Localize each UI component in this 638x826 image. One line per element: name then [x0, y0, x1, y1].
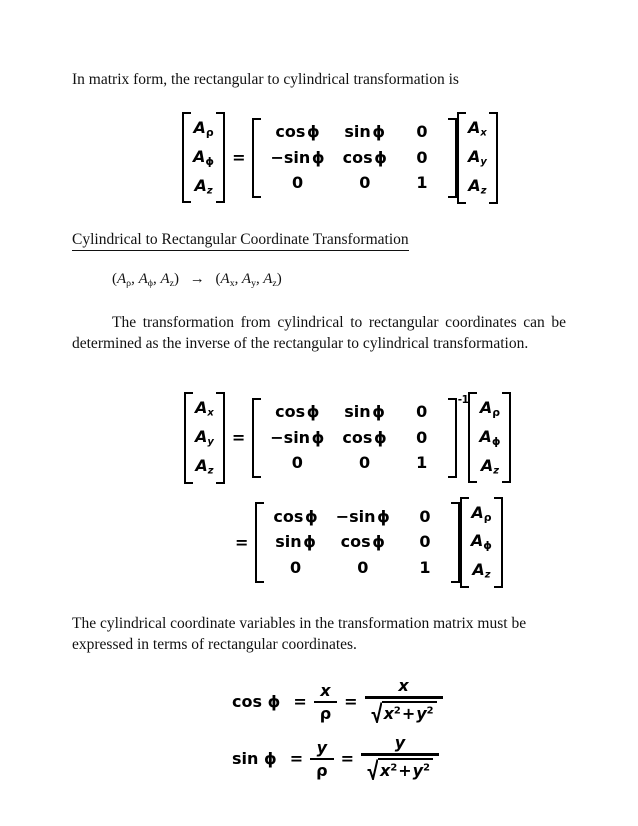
rhs-column-vector	[457, 112, 498, 204]
numerator: y	[394, 733, 406, 752]
fraction-y-over-sqrt	[361, 733, 439, 785]
numerator: y	[316, 737, 328, 757]
equals-sign: =	[340, 749, 354, 769]
matrix-cell: 1	[416, 173, 428, 193]
matrix-cell: 1	[416, 453, 428, 473]
lhs-column-vector	[184, 392, 225, 484]
equals-sign: =	[344, 692, 358, 712]
matrix-cell: 0	[416, 427, 428, 447]
intro-paragraph: In matrix form, the rectangular to cylindrical transformation is	[72, 71, 459, 88]
matrix-cell: $A_z$	[472, 560, 491, 581]
fraction-x-over-rho	[314, 681, 337, 724]
matrix-cell: −sin ϕ	[335, 506, 390, 526]
matrix-cell: 0	[291, 173, 304, 193]
equals-sign: =	[289, 749, 304, 769]
numerator: x	[320, 680, 331, 700]
matrix-cell: 0	[291, 453, 303, 473]
matrix-cell: sin ϕ	[275, 532, 316, 552]
denominator: ρ	[316, 761, 328, 780]
matrix-cell: $A_x$	[195, 397, 214, 419]
right-arrow-icon: →	[189, 271, 205, 287]
equation-cyl-to-rect-expanded	[228, 497, 503, 588]
matrix-cell: 0	[419, 532, 431, 552]
transformation-matrix	[252, 118, 456, 198]
coordinate-mapping-line: ($A_\rho$, $A_\phi$, $A_z) \to (A_x$, $A_y$, $A_z$)	[112, 271, 282, 289]
equation-cyl-to-rect-inverse	[184, 392, 511, 484]
rhs-column-vector	[460, 497, 503, 588]
matrix-cell: 0	[419, 506, 431, 526]
matrix-cell: 0	[359, 453, 371, 473]
equation-cos-phi	[232, 676, 443, 728]
radicand: $x^2+y^2$	[382, 701, 437, 724]
matrix-cell: $A_z$	[468, 176, 487, 197]
equals-sign: =	[232, 148, 246, 168]
mapping-open-paren: (	[112, 271, 117, 287]
matrix-cell: 0	[416, 122, 428, 142]
matrix-cell: cos ϕ	[342, 147, 387, 167]
matrix-cell: cos ϕ	[275, 402, 320, 422]
lhs-column-vector	[182, 112, 225, 203]
equals-sign: =	[231, 428, 246, 448]
fraction-x-over-sqrt	[365, 676, 443, 728]
square-root	[371, 700, 437, 724]
matrix-cell: $A_x$	[467, 117, 487, 139]
matrix-cell: 0	[290, 557, 302, 577]
denominator: ρ	[319, 704, 332, 723]
matrix-cell: sin ϕ	[344, 402, 385, 422]
square-root	[367, 757, 433, 781]
numerator: x	[398, 676, 409, 695]
matrix-cell: 1	[419, 557, 431, 577]
cos-phi-label: cos ϕ	[232, 692, 281, 712]
matrix-cell: Aϕ	[479, 426, 501, 448]
radical-icon	[367, 758, 378, 781]
matrix-cell: Aϕ	[193, 146, 215, 168]
matrix-cell: $A_z$	[194, 175, 213, 197]
matrix-cell: Aρ	[471, 502, 492, 524]
rhs-column-vector	[468, 392, 511, 483]
equation-sin-phi	[232, 733, 439, 785]
inverse-exponent: -1	[457, 394, 469, 406]
radicand: $x^2+y^2$	[378, 758, 433, 781]
denominator	[361, 756, 439, 785]
matrix-cell: sin ϕ	[344, 122, 386, 142]
matrix-cell: −sin ϕ	[270, 147, 325, 167]
fraction-y-over-rho	[310, 738, 333, 781]
sin-phi-label: sin ϕ	[232, 749, 277, 769]
body-paragraph: The transformation from cylindrical to rectangular coordinates can be determined as the inverse of the rectangular to cylindrical transformation.	[72, 314, 566, 352]
equals-sign: =	[293, 692, 307, 712]
matrix-cell: $A_y$	[195, 426, 214, 448]
transformation-matrix	[252, 398, 456, 478]
matrix-cell: Aρ	[193, 117, 214, 139]
matrix-cell: Aρ	[479, 397, 501, 419]
closing-paragraph: The cylindrical coordinate variables in the transformation matrix must be expressed in terms of rectangular coordinates.	[72, 615, 527, 653]
matrix-cell: cos ϕ	[340, 532, 385, 552]
matrix-cell: cos ϕ	[275, 122, 320, 142]
transformation-matrix	[255, 502, 459, 582]
matrix-cell: $A_z$	[480, 455, 500, 477]
matrix-cell: cos ϕ	[273, 506, 318, 526]
equation-rect-to-cyl	[182, 112, 498, 204]
matrix-cell: cos ϕ	[342, 427, 387, 447]
matrix-cell: 0	[357, 557, 369, 577]
matrix-cell: 0	[416, 402, 428, 422]
radical-icon	[371, 701, 382, 724]
section-heading: Cylindrical to Rectangular Coordinate Transformation	[72, 231, 409, 251]
matrix-cell: $A_z$	[195, 456, 214, 477]
matrix-cell: $A_y$	[467, 146, 487, 168]
matrix-cell: −sin ϕ	[270, 427, 325, 447]
denominator	[365, 699, 443, 728]
matrix-cell: 0	[359, 173, 371, 193]
equals-sign: =	[235, 533, 249, 553]
matrix-cell: Aϕ	[470, 531, 492, 553]
matrix-cell: 0	[416, 147, 428, 167]
